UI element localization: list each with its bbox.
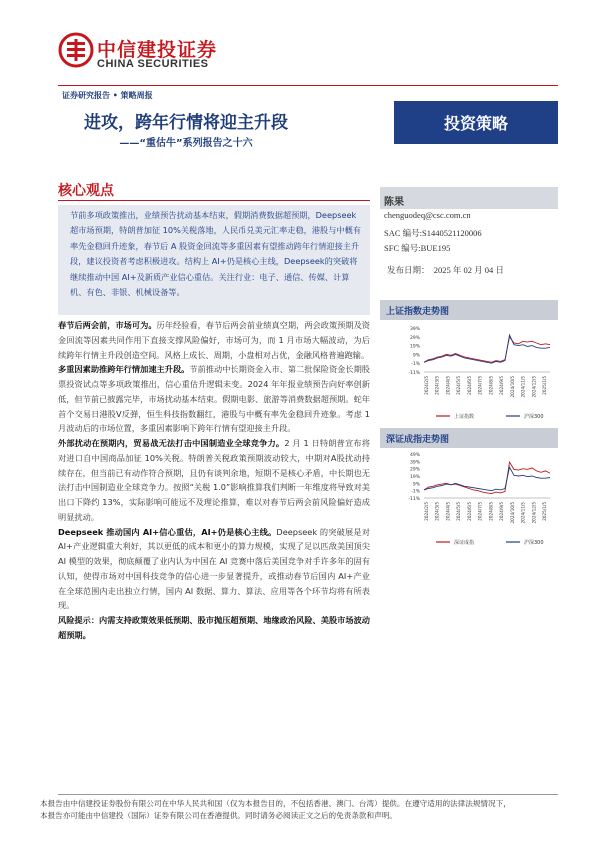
y-tick-label: -11% xyxy=(408,497,420,502)
x-tick-label: 2024/11/5 xyxy=(520,502,526,524)
risk-warning-text: 风险提示：内需支持政策效果低预期、股市抛压超预期、地缘政治风险、美股市场波动超预期。 xyxy=(58,615,370,640)
paragraph-2-text: 节前推动中长期资金入市、第二批保险资金长期股票投资试点等多项政策推出，信心重估升逻辑未变。2024 年年报业绩预告向好率创新低，但节前已披露完毕，市场扰动基本结束。假期电影、旅游等消费数据超预期。蛇年首个交易日港股V反弹，恒生科技指数翻红，港股与中概有率先金稳回升迹象。考虑 1 月波动后的市场位置，多重因素影响下跨年行情有望迎接主升段。 xyxy=(58,364,370,434)
y-tick-label: 39% xyxy=(409,327,420,332)
y-tick-label: -11% xyxy=(408,371,420,376)
chart1-title: 上证指数走势图 xyxy=(386,307,450,317)
paragraph-2-heading: 多重因素助推跨年行情加速主升段。 xyxy=(58,364,190,375)
core-divider xyxy=(58,200,370,201)
y-tick-label: 29% xyxy=(409,335,420,341)
chart1-svg xyxy=(380,322,558,424)
series-line-0 xyxy=(424,462,550,494)
legend-label: 上证指数 xyxy=(454,414,475,420)
paragraph-1-heading: 春节后两会前，市场可为。 xyxy=(58,320,157,330)
legend-label: 深证成指 xyxy=(454,540,475,546)
chart2-title: 深证成指走势图 xyxy=(386,435,450,445)
y-tick-label: 19% xyxy=(409,344,420,350)
paragraph-3-heading: 外部扰动在预期内，贸易战无法打击中国制造业全球竞争力。 xyxy=(58,438,285,448)
x-tick-label: 2024/3/5 xyxy=(434,376,440,395)
paragraph-3 xyxy=(58,436,370,525)
chart2-svg xyxy=(380,448,558,550)
logo-text-cn: 中信建投证券 xyxy=(97,39,218,61)
x-tick-label: 2024/2/5 xyxy=(424,502,429,521)
x-tick-label: 2024/10/5 xyxy=(509,376,515,398)
x-tick-label: 2024/6/5 xyxy=(466,376,472,395)
legend-label: 沪深300 xyxy=(524,540,544,546)
publish-date-value: 2025 年 02 月 04 日 xyxy=(433,265,504,275)
x-tick-label: 2024/9/5 xyxy=(499,376,505,395)
logo-text-en: CHINA SECURITIES xyxy=(97,58,209,70)
summary-text: 节前多项政策推出，业绩预告扰动基本结束，假期消费数据超预期，Deepseek超市场预期，特朗普加征 10%关税落地，人民币兑美元汇率走稳，港股与中概有率先金稳回升迹象，春节后 A 股资金回流等多重因素有望推动跨年行情迎接主升段，建议投资者考虑积极进攻。结构上 AI+仍是核心主线，Deepseek的突破将继续推动中国 AI+及新质产业信心重估。关注行业：电子、通信、传媒、计算机、有色、非银、机械设备等。 xyxy=(70,210,361,298)
analyst-email: chenguodeq@csc.com.cn xyxy=(384,210,471,220)
x-tick-label: 2024/8/5 xyxy=(488,376,494,395)
x-tick-label: 2024/5/5 xyxy=(456,376,462,395)
report-type: 证券研究报告 • 策略周报 xyxy=(62,91,153,100)
x-tick-label: 2024/7/5 xyxy=(477,502,483,521)
x-tick-label: 2024/9/5 xyxy=(499,502,505,521)
category-banner: 投资策略 xyxy=(394,101,558,144)
x-tick-label: 2024/10/5 xyxy=(509,502,515,524)
header-divider xyxy=(58,85,558,86)
x-tick-label: 2025/1/5 xyxy=(542,502,547,521)
risk-warning xyxy=(58,613,370,643)
series-line-0 xyxy=(424,337,550,363)
summary-box xyxy=(58,205,370,315)
paragraph-4 xyxy=(58,525,370,614)
x-tick-label: 2024/2/5 xyxy=(424,376,429,395)
x-tick-label: 2024/4/5 xyxy=(445,376,451,395)
paragraph-4-heading: Deepseek 推动国内 AI+信心重估，AI+仍是核心主线。 xyxy=(58,526,277,537)
page-subtitle: ——“重估牛”系列报告之十六 xyxy=(119,138,253,149)
y-tick-label: 9% xyxy=(412,482,420,488)
y-tick-label: 49% xyxy=(409,453,420,458)
x-tick-label: 2025/1/5 xyxy=(542,376,547,395)
x-tick-label: 2024/12/5 xyxy=(531,376,537,398)
legend-label: 沪深300 xyxy=(524,414,544,420)
paragraph-1-text: 历年经验看，春节后两会前业绩真空期，两会政策预期及资金回流等因素共同作用下直接支撑风险偏好，市场可为，而 1 月市场大幅波动，为后续跨年行情主升段创造空间。风格上成长、周期，小盘相对占优，金融风格普遍跑输。 xyxy=(58,320,370,360)
y-tick-label: -1% xyxy=(411,362,420,368)
company-logo-icon xyxy=(58,32,94,68)
paragraph-1 xyxy=(58,318,370,362)
body-text xyxy=(58,318,370,643)
footer-divider xyxy=(58,794,558,795)
x-tick-label: 2024/4/5 xyxy=(445,502,451,521)
analyst-header xyxy=(380,187,558,209)
y-tick-label: 29% xyxy=(409,467,420,473)
analyst-sfc: SFC 编号:BUE195 xyxy=(384,243,451,253)
paragraph-4-text: Deepseek 的突破展是对 AI+产业逻辑重大利好，其以更低的成本和更小的算力规模，实现了足以匹敌美国顶尖 AI 模型的效果，彻底颠覆了业内认为中国在 AI 竞赛中落后美国竞争对手许多年的固有认知，使得市场对中国科技竞争的信心进一步显著提升，或推动春节后国内 AI+产业在全球范围内走出独立行情，国内 AI 数据、算力、算法、应用等各个环节均将有所表现。 xyxy=(58,526,370,611)
paragraph-3-text: 2 月 1 日特朗普宣布将对进口自中国商品加征 10%关税。特朗普关税政策预期波动较大，中期对A股扰动持续存在，但当前已有动作符合预期，且仍有谈判余地，短期不是核心矛盾，中长期也无法打击中国制造业全球竞争力。按照“关税 1.0”影响推算我们判断一年维度将导致对美出口下降约 13%，实际影响可能远不及理论推算，难以对春节后两会前风险偏好造成明显扰动。 xyxy=(58,438,370,522)
y-tick-label: 19% xyxy=(409,475,420,480)
series-line-1 xyxy=(424,335,550,363)
x-tick-label: 2024/12/5 xyxy=(531,502,537,524)
x-tick-label: 2024/11/5 xyxy=(520,376,526,398)
y-tick-label: 39% xyxy=(409,460,420,466)
analyst-name: 陈果 xyxy=(384,197,404,208)
page-title: 进攻，跨年行情将迎主升段 xyxy=(84,113,288,133)
footer xyxy=(40,798,560,822)
x-tick-label: 2024/3/5 xyxy=(434,502,440,521)
series-line-1 xyxy=(424,467,550,491)
footer-line-2: 本报告亦可能由中信建投（国际）证券有限公司在香港提供。同时请务必阅读正文之后的免责条款和声明。 xyxy=(40,811,397,820)
x-tick-label: 2024/7/5 xyxy=(477,376,483,395)
y-tick-label: -1% xyxy=(411,489,420,495)
x-tick-label: 2024/5/5 xyxy=(456,502,462,521)
paragraph-2 xyxy=(58,362,370,436)
x-tick-label: 2024/8/5 xyxy=(488,502,494,521)
publish-date xyxy=(387,264,504,276)
analyst-sac: SAC 编号:S1440521120006 xyxy=(384,228,482,238)
core-section-title: 核心观点 xyxy=(58,183,114,199)
publish-date-label: 发布日期： xyxy=(387,265,430,275)
y-tick-label: 9% xyxy=(412,353,420,359)
x-tick-label: 2024/6/5 xyxy=(466,502,472,521)
footer-line-1: 本报告由中信建投证券股份有限公司在中华人民共和国（仅为本报告目的，不包括香港、澳门、台湾）提供。在遵守适用的法律法规情况下， xyxy=(40,799,511,808)
